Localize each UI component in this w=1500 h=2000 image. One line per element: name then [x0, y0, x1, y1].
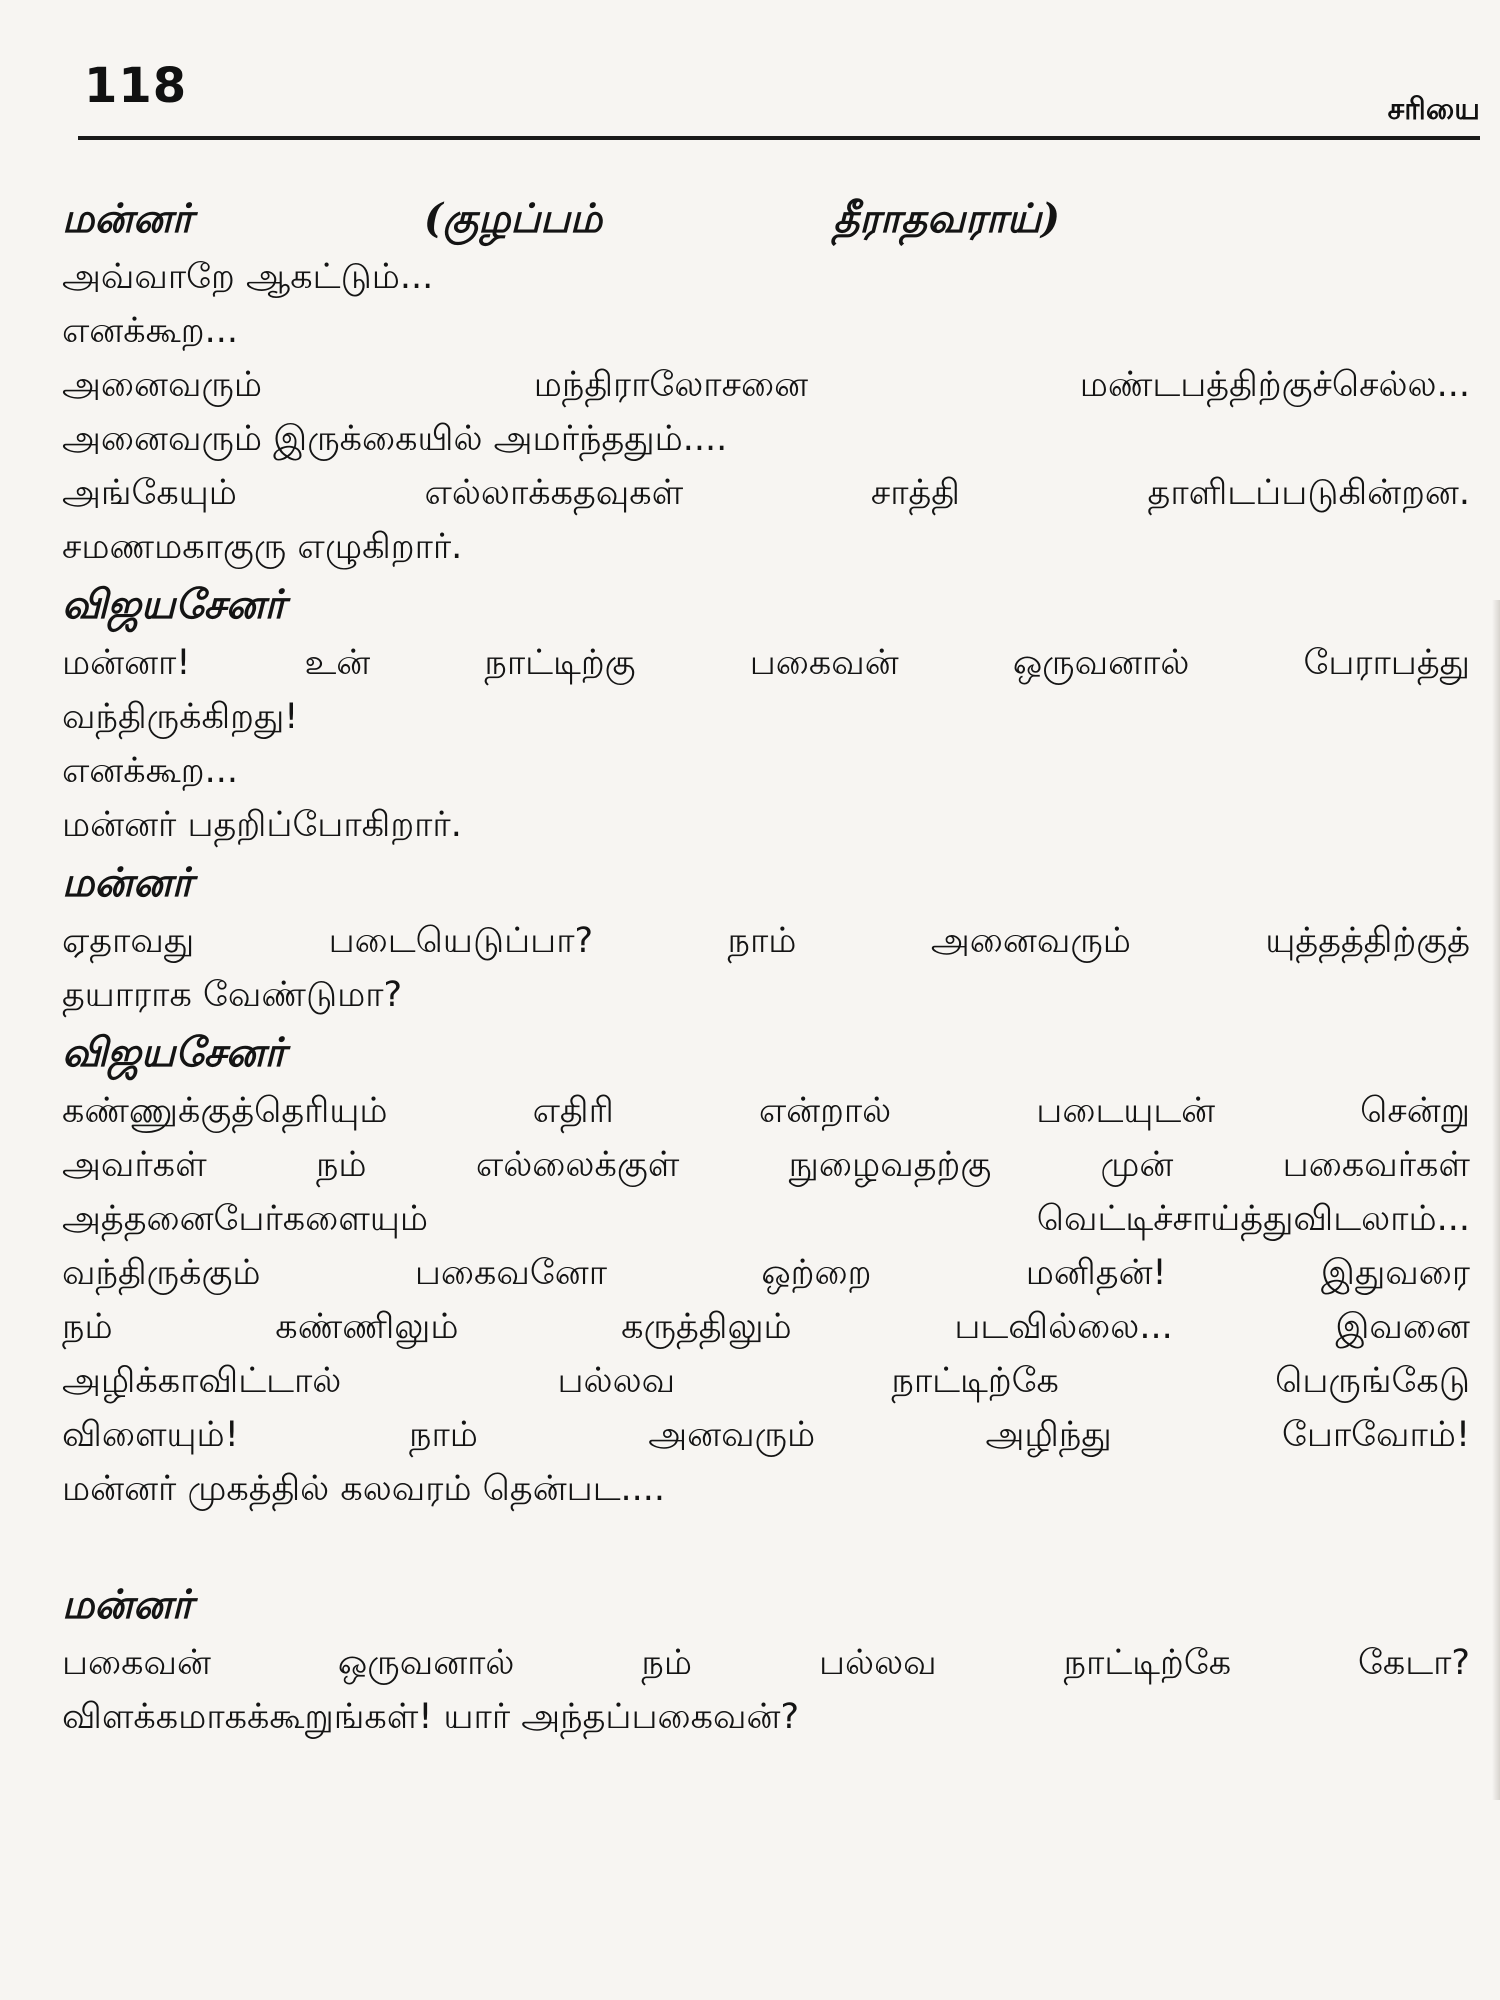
running-title: சரியை	[1387, 92, 1480, 127]
page-header	[78, 52, 1480, 142]
header-rule	[78, 136, 1480, 140]
text-line: மன்னர் பதறிப்போகிறார்.	[62, 805, 462, 845]
text-line: அனைவரும் மந்திராலோசனை மண்டபத்திற்குச்செல்ல...	[62, 365, 1470, 405]
text-line: அவ்வாறே ஆகட்டும்...	[62, 257, 434, 297]
text-line: வந்திருக்கிறது!	[62, 697, 299, 737]
text-line: அத்தனைபேர்களையும் வெட்டிச்சாய்த்துவிடலாம்...	[62, 1199, 1470, 1239]
speaker-name: விஜயசேனர்	[62, 581, 286, 628]
text-line: எனக்கூற...	[62, 751, 238, 791]
text-line: அங்கேயும் எல்லாக்கதவுகள் சாத்தி தாளிடப்படுகின்றன.	[62, 473, 1470, 513]
text-line: நம் கண்ணிலும் கருத்திலும் படவில்லை... இவனை	[62, 1307, 1470, 1347]
page-number: 118	[84, 58, 188, 114]
text-line: கண்ணுக்குத்தெரியும் எதிரி என்றால் படையுடன் சென்று	[62, 1091, 1470, 1131]
text-line: வந்திருக்கும் பகைவனோ ஒற்றை மனிதன்! இதுவரை	[62, 1253, 1470, 1293]
text-line: சமணமகாகுரு எழுகிறார்.	[62, 527, 463, 567]
text-line: ஏதாவது படையெடுப்பா? நாம் அனைவரும் யுத்தத்திற்குத்	[62, 921, 1470, 961]
text-line: பகைவன் ஒருவனால் நம் பல்லவ நாட்டிற்கே கேடா?	[62, 1643, 1470, 1683]
text-line: விளக்கமாகக்கூறுங்கள்! யார் அந்தப்பகைவன்?	[62, 1697, 800, 1737]
text-line: அழிக்காவிட்டால் பல்லவ நாட்டிற்கே பெருங்கேடு	[62, 1361, 1470, 1401]
text-line: விளையும்! நாம் அனவரும் அழிந்து போவோம்!	[62, 1415, 1470, 1455]
speaker-name: மன்னர்	[62, 1581, 193, 1628]
paragraph-gap	[62, 1516, 1470, 1574]
text-line: மன்னர் முகத்தில் கலவரம் தென்பட....	[62, 1469, 666, 1509]
speaker-name: மன்னர் (குழப்பம் தீராதவராய்)	[62, 195, 1060, 242]
speaker-name: மன்னர்	[62, 859, 193, 906]
speaker-name: விஜயசேனர்	[62, 1029, 286, 1076]
text-line: மன்னா! உன் நாட்டிற்கு பகைவன் ஒருவனால் பேராபத்து	[62, 643, 1470, 683]
body-text	[62, 188, 1470, 1744]
page-edge-shadow	[1492, 600, 1500, 1800]
text-line: அவர்கள் நம் எல்லைக்குள் நுழைவதற்கு முன் பகைவர்கள்	[62, 1145, 1470, 1185]
text-line: தயாராக வேண்டுமா?	[62, 975, 403, 1015]
text-line: எனக்கூற...	[62, 311, 238, 351]
text-line: அனைவரும் இருக்கையில் அமர்ந்ததும்....	[62, 419, 728, 459]
